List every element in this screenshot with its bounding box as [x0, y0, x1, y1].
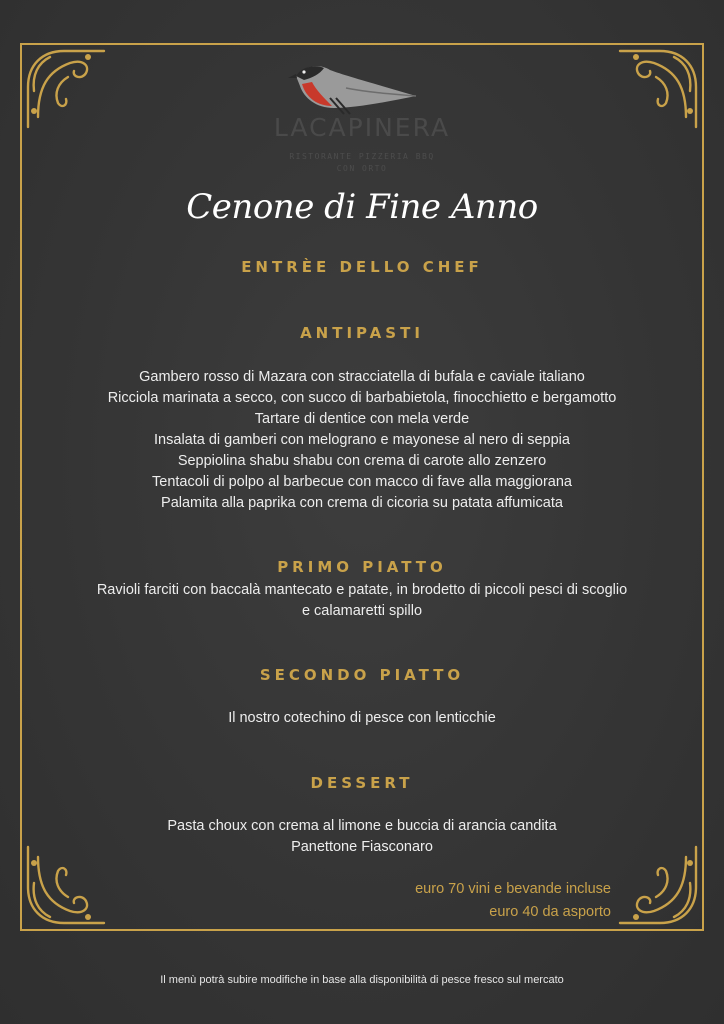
menu-title: Cenone di Fine Anno [186, 187, 538, 227]
menu-item: Palamita alla paprika con crema di cicoria su patata affumicata [161, 495, 563, 511]
restaurant-logo-subtitle-2: CON ORTO [336, 164, 388, 173]
price-line: euro 70 vini e bevande incluse [415, 881, 611, 897]
ornament-corner-bottom-right [616, 843, 700, 927]
menu-item: Pasta choux con crema al limone e buccia di arancia candita [167, 818, 557, 834]
section-heading-antipasti: ANTIPASTI [300, 324, 424, 342]
menu-item: e calamaretti spillo [301, 603, 423, 619]
section-heading-secondo: SECONDO PIATTO [259, 666, 465, 684]
restaurant-logo-subtitle: RISTORANTE PIZZERIA BBQ [289, 152, 435, 161]
menu-item: Panettone Fiasconaro [291, 839, 433, 855]
menu-item: Ravioli farciti con baccalà mantecato e patate, in brodetto di piccoli pesci di scoglio [96, 582, 628, 598]
section-heading-entree: ENTRÈE DELLO CHEF [241, 258, 483, 276]
bird-logo-icon [286, 58, 420, 116]
menu-footnote: Il menù potrà subire modifiche in base alla disponibilità di pesce fresco sul mercato [160, 974, 564, 986]
menu-item: Tentacoli di polpo al barbecue con macco di fave alla maggiorana [152, 474, 572, 490]
menu-item: Il nostro cotechino di pesce con lenticchie [228, 710, 496, 726]
price-line: euro 40 da asporto [489, 904, 611, 920]
ornament-corner-bottom-left [24, 843, 108, 927]
restaurant-logo-name: LACAPINERA [273, 113, 451, 142]
section-heading-primo: PRIMO PIATTO [277, 558, 447, 576]
menu-item: Gambero rosso di Mazara con stracciatella di bufala e caviale italiano [139, 369, 585, 385]
section-heading-dessert: DESSERT [310, 774, 414, 792]
menu-item: Ricciola marinata a secco, con succo di barbabietola, finocchietto e bergamotto [107, 390, 617, 406]
menu-item: Seppiolina shabu shabu con crema di carote allo zenzero [177, 453, 547, 469]
menu-item: Tartare di dentice con mela verde [254, 411, 470, 427]
menu-item: Insalata di gamberi con melograno e mayonese al nero di seppia [154, 432, 570, 448]
